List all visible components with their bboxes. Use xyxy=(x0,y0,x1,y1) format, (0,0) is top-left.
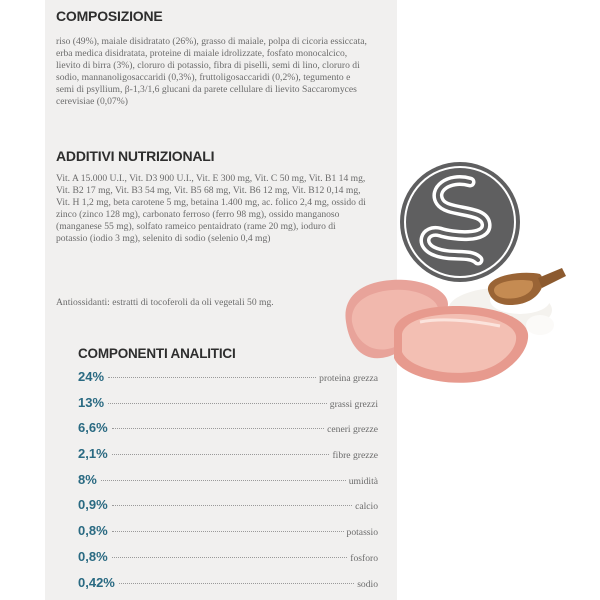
list-item xyxy=(78,497,378,523)
list-item xyxy=(78,472,378,498)
component-label: fibre grezze xyxy=(332,450,378,462)
dotted-leader xyxy=(108,403,327,404)
component-label: grassi grezzi xyxy=(329,398,378,410)
component-label: fosforo xyxy=(350,552,378,564)
list-item xyxy=(78,369,378,395)
dotted-leader xyxy=(119,583,354,584)
additivi-title: ADDITIVI NUTRIZIONALI xyxy=(56,148,215,164)
component-label: ceneri grezze xyxy=(327,424,378,436)
componenti-list xyxy=(78,369,378,600)
list-item xyxy=(78,575,378,600)
composizione-title: COMPOSIZIONE xyxy=(56,8,163,24)
dotted-leader xyxy=(101,480,346,481)
intestine-icon xyxy=(400,162,520,282)
dotted-leader xyxy=(112,557,348,558)
dotted-leader xyxy=(112,505,352,506)
component-value: 13% xyxy=(78,394,105,410)
componenti-title: COMPONENTI ANALITICI xyxy=(78,346,236,361)
component-label: potassio xyxy=(346,527,378,539)
composizione-text: riso (49%), maiale disidratato (26%), grasso di maiale, polpa di cicoria essiccata, erba medica disidratata, proteine di maiale idrolizzate, fosfato monocalcico, lievito di birra (3%), cloruro di potassio, fibra di piselli, semi di lino, cloruro di sodio, mannanoligosaccaridi (0,3%), fruttoligosaccaridi (0,2%), tegumento e semi di psyllium, β-1,3/1,6 glucani da parete cellulare di lievito Saccaromyces cerevisiae (0,07%) xyxy=(56,36,367,108)
dotted-leader xyxy=(112,428,325,429)
list-item xyxy=(78,446,378,472)
antiossidanti-text: Antiossidanti: estratti di tocoferoli da oli vegetali 50 mg. xyxy=(56,297,274,308)
list-item xyxy=(78,395,378,421)
additivi-text: Vit. A 15.000 U.I., Vit. D3 900 U.I., Vit. E 300 mg, Vit. C 50 mg, Vit. B1 14 mg, Vit. B2 17 mg, Vit. B3 54 mg, Vit. B5 68 mg, Vit. B6 12 mg, Vit. B12 0,14 mg, Vit. H 1,2 mg, beta carotene 5 mg, betaina 1.400 mg, ac. folico 2,4 mg, ossido di zinco (zinco 128 mg), carbonato ferroso (ferro 98 mg), ossido manganoso (manganese 55 mg), solfato rameico pentaidrato (rame 20 mg), ioduro di potassio (iodio 3 mg), selenito di sodio (selenio 0,4 mg) xyxy=(56,173,366,245)
component-value: 24% xyxy=(78,369,105,384)
component-label: proteina grezza xyxy=(319,373,378,384)
component-value: 2,1% xyxy=(78,446,108,462)
component-label: umidità xyxy=(348,475,378,487)
list-item xyxy=(78,549,378,575)
list-item xyxy=(78,523,378,549)
component-value: 6,6% xyxy=(78,420,108,436)
component-value: 8% xyxy=(78,471,97,487)
dotted-leader xyxy=(108,377,316,378)
ingredients-illustration xyxy=(336,160,568,390)
component-value: 0,42% xyxy=(78,574,115,590)
dotted-leader xyxy=(112,531,344,532)
component-label: sodio xyxy=(357,578,378,590)
component-value: 0,8% xyxy=(78,548,108,564)
component-value: 0,8% xyxy=(78,523,108,539)
dotted-leader xyxy=(112,454,330,455)
component-value: 0,9% xyxy=(78,497,108,513)
component-label: calcio xyxy=(355,501,378,513)
list-item xyxy=(78,420,378,446)
